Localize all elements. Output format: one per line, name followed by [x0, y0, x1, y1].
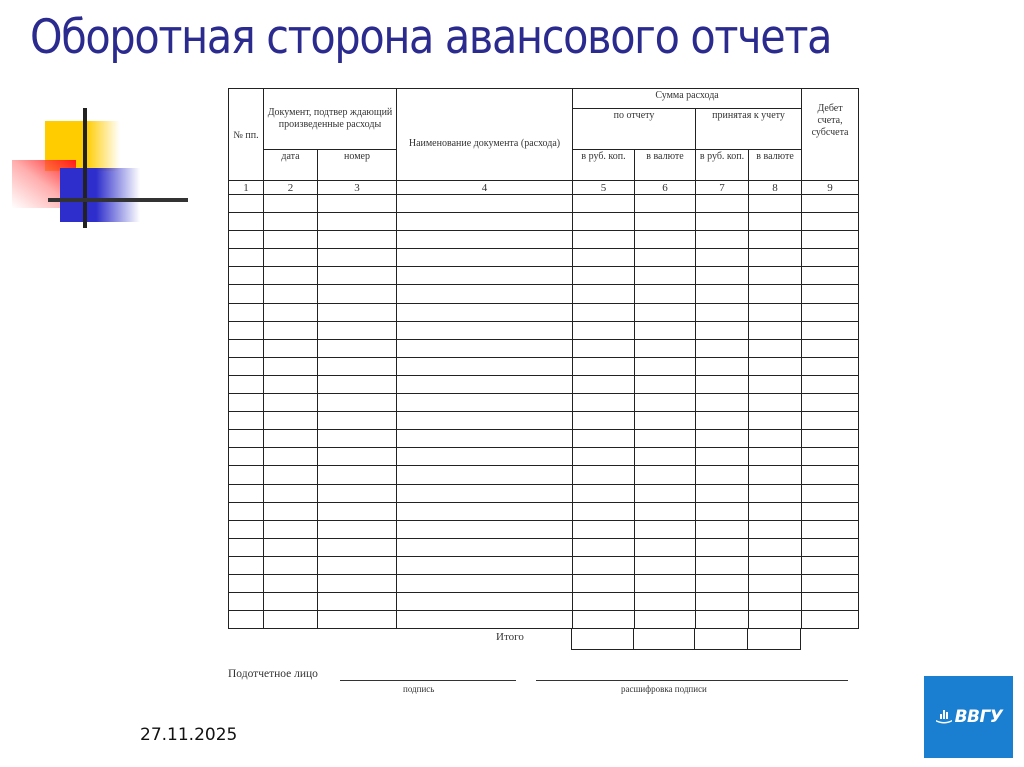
header-doc-name: Наименование документа (расхода) — [397, 89, 573, 181]
header-accepted: принятая к учету — [696, 109, 802, 150]
table-cell[interactable] — [802, 466, 859, 484]
table-cell[interactable] — [264, 321, 318, 339]
table-row — [229, 303, 859, 321]
table-cell[interactable] — [635, 231, 696, 249]
table-row — [229, 231, 859, 249]
table-cell[interactable] — [749, 466, 802, 484]
table-row — [229, 538, 859, 556]
header-debit: Дебет счета, субсчета — [802, 89, 859, 181]
total-cell-rub-2[interactable] — [695, 629, 748, 650]
accountable-person-label: Подотчетное лицо — [228, 668, 318, 680]
table-cell[interactable] — [635, 412, 696, 430]
table-cell[interactable] — [749, 502, 802, 520]
table-cell[interactable] — [749, 195, 802, 213]
table-cell[interactable] — [802, 375, 859, 393]
table-row — [229, 593, 859, 611]
table-cell[interactable] — [749, 267, 802, 285]
table-row — [229, 520, 859, 538]
table-cell[interactable] — [229, 357, 264, 375]
table-cell[interactable] — [749, 611, 802, 629]
table-cell[interactable] — [749, 213, 802, 231]
table-cell[interactable] — [635, 249, 696, 267]
table-cell[interactable] — [696, 394, 749, 412]
table-cell[interactable] — [749, 593, 802, 611]
table-cell[interactable] — [573, 231, 635, 249]
logo-text: ВВГУ — [954, 707, 1003, 727]
table-cell[interactable] — [264, 375, 318, 393]
table-cell[interactable] — [635, 303, 696, 321]
table-cell[interactable] — [573, 502, 635, 520]
table-cell[interactable] — [397, 538, 573, 556]
table-cell[interactable] — [696, 357, 749, 375]
table-cell[interactable] — [696, 611, 749, 629]
table-row — [229, 375, 859, 393]
header-by-report: по отчету — [573, 109, 696, 150]
table-cell[interactable] — [318, 430, 397, 448]
table-cell[interactable] — [802, 285, 859, 303]
table-cell[interactable] — [229, 611, 264, 629]
table-cell[interactable] — [229, 593, 264, 611]
table-cell[interactable] — [397, 303, 573, 321]
table-cell[interactable] — [397, 321, 573, 339]
column-number: 4 — [397, 181, 573, 195]
table-cell[interactable] — [635, 357, 696, 375]
table-row — [229, 195, 859, 213]
table-cell[interactable] — [264, 285, 318, 303]
table-cell[interactable] — [573, 611, 635, 629]
table-row — [229, 430, 859, 448]
table-cell[interactable] — [573, 339, 635, 357]
table-row — [229, 357, 859, 375]
table-cell[interactable] — [264, 538, 318, 556]
table-cell[interactable] — [573, 593, 635, 611]
table-cell[interactable] — [573, 195, 635, 213]
table-cell[interactable] — [802, 249, 859, 267]
table-row — [229, 611, 859, 629]
table-cell[interactable] — [696, 556, 749, 574]
column-number: 6 — [635, 181, 696, 195]
table-cell[interactable] — [397, 357, 573, 375]
blue-square — [60, 168, 140, 222]
table-cell[interactable] — [573, 267, 635, 285]
table-cell[interactable] — [573, 213, 635, 231]
table-cell[interactable] — [635, 430, 696, 448]
table-cell[interactable] — [749, 357, 802, 375]
table-cell[interactable] — [573, 249, 635, 267]
table-cell[interactable] — [397, 213, 573, 231]
table-row — [229, 321, 859, 339]
table-cell[interactable] — [397, 285, 573, 303]
table-cell[interactable] — [229, 430, 264, 448]
table-cell[interactable] — [229, 285, 264, 303]
table-cell[interactable] — [635, 394, 696, 412]
table-cell[interactable] — [264, 593, 318, 611]
table-cell[interactable] — [264, 357, 318, 375]
table-row — [229, 574, 859, 592]
table-cell[interactable] — [696, 448, 749, 466]
header-no: № пп. — [229, 89, 264, 181]
table-cell[interactable] — [696, 195, 749, 213]
table-cell[interactable] — [397, 267, 573, 285]
table-cell[interactable] — [318, 231, 397, 249]
table-cell[interactable] — [264, 520, 318, 538]
table-cell[interactable] — [318, 412, 397, 430]
table-row — [229, 412, 859, 430]
decorative-shapes-icon — [0, 100, 200, 230]
column-number: 8 — [749, 181, 802, 195]
table-cell[interactable] — [397, 339, 573, 357]
table-cell[interactable] — [264, 502, 318, 520]
table-cell[interactable] — [696, 231, 749, 249]
table-cell[interactable] — [802, 448, 859, 466]
table-cell[interactable] — [635, 611, 696, 629]
table-cell[interactable] — [749, 339, 802, 357]
table-cell[interactable] — [573, 394, 635, 412]
table-row — [229, 466, 859, 484]
table-cell[interactable] — [318, 394, 397, 412]
empty-rows — [229, 195, 859, 629]
table-row — [229, 556, 859, 574]
table-cell[interactable] — [635, 321, 696, 339]
table-row — [229, 285, 859, 303]
column-numbers-row — [229, 181, 859, 195]
table-cell[interactable] — [749, 520, 802, 538]
table-cell[interactable] — [264, 412, 318, 430]
table-cell[interactable] — [635, 285, 696, 303]
table-cell[interactable] — [397, 556, 573, 574]
table-cell[interactable] — [802, 394, 859, 412]
table-cell[interactable] — [318, 611, 397, 629]
table-cell[interactable] — [397, 394, 573, 412]
table-cell[interactable] — [318, 375, 397, 393]
table-cell[interactable] — [635, 556, 696, 574]
slide-title: Оборотная сторона авансового отчета — [30, 10, 832, 65]
table-cell[interactable] — [229, 267, 264, 285]
table-cell[interactable] — [229, 484, 264, 502]
table-cell[interactable] — [397, 231, 573, 249]
table-cell[interactable] — [635, 484, 696, 502]
table-cell[interactable] — [573, 466, 635, 484]
signature-line[interactable] — [340, 680, 516, 681]
table-cell[interactable] — [573, 484, 635, 502]
table-cell[interactable] — [318, 448, 397, 466]
table-cell[interactable] — [573, 538, 635, 556]
table-cell[interactable] — [573, 520, 635, 538]
header-expense-sum: Сумма расхода — [573, 89, 802, 109]
table-cell[interactable] — [318, 213, 397, 231]
table-row — [229, 394, 859, 412]
table-cell[interactable] — [229, 303, 264, 321]
table-cell[interactable] — [802, 412, 859, 430]
table-cell[interactable] — [749, 430, 802, 448]
table-cell[interactable] — [318, 466, 397, 484]
table-cell[interactable] — [397, 249, 573, 267]
table-cell[interactable] — [229, 321, 264, 339]
table-cell[interactable] — [229, 574, 264, 592]
column-number: 1 — [229, 181, 264, 195]
table-cell[interactable] — [318, 538, 397, 556]
table-cell[interactable] — [749, 448, 802, 466]
table-cell[interactable] — [264, 267, 318, 285]
table-cell[interactable] — [397, 593, 573, 611]
table-cell[interactable] — [696, 466, 749, 484]
table-cell[interactable] — [397, 430, 573, 448]
table-cell[interactable] — [229, 412, 264, 430]
table-cell[interactable] — [264, 611, 318, 629]
table-cell[interactable] — [264, 394, 318, 412]
table-cell[interactable] — [802, 213, 859, 231]
table-cell[interactable] — [397, 448, 573, 466]
table-row — [229, 448, 859, 466]
table-cell[interactable] — [696, 412, 749, 430]
header-doc-date: дата — [264, 150, 318, 181]
table-cell[interactable] — [229, 466, 264, 484]
table-cell[interactable] — [229, 448, 264, 466]
header-doc-number: номер — [318, 150, 397, 181]
table-cell[interactable] — [635, 267, 696, 285]
decoding-caption: расшифровка подписи — [621, 684, 707, 694]
table-cell[interactable] — [696, 249, 749, 267]
table-cell[interactable] — [749, 412, 802, 430]
table-cell[interactable] — [573, 303, 635, 321]
table-cell[interactable] — [264, 430, 318, 448]
table-cell[interactable] — [635, 538, 696, 556]
table-cell[interactable] — [696, 339, 749, 357]
table-cell[interactable] — [802, 430, 859, 448]
table-cell[interactable] — [802, 484, 859, 502]
table-cell[interactable] — [264, 195, 318, 213]
table-cell[interactable] — [696, 502, 749, 520]
table-cell[interactable] — [318, 321, 397, 339]
table-cell[interactable] — [573, 375, 635, 393]
table-cell[interactable] — [229, 556, 264, 574]
table-cell[interactable] — [229, 394, 264, 412]
table-cell[interactable] — [264, 448, 318, 466]
table-cell[interactable] — [635, 448, 696, 466]
table-cell[interactable] — [573, 448, 635, 466]
table-cell[interactable] — [229, 375, 264, 393]
university-logo — [924, 676, 1013, 758]
table-cell[interactable] — [397, 375, 573, 393]
table-cell[interactable] — [749, 394, 802, 412]
table-row — [229, 249, 859, 267]
table-cell[interactable] — [696, 593, 749, 611]
table-cell[interactable] — [264, 231, 318, 249]
table-cell[interactable] — [229, 195, 264, 213]
table-row — [229, 213, 859, 231]
table-cell[interactable] — [318, 556, 397, 574]
table-cell[interactable] — [749, 574, 802, 592]
table-cell[interactable] — [802, 538, 859, 556]
table-cell[interactable] — [573, 430, 635, 448]
table-cell[interactable] — [229, 213, 264, 231]
table-cell[interactable] — [802, 195, 859, 213]
table-cell[interactable] — [749, 375, 802, 393]
total-row — [228, 629, 860, 651]
table-cell[interactable] — [264, 466, 318, 484]
table-cell[interactable] — [397, 502, 573, 520]
table-cell[interactable] — [802, 231, 859, 249]
table-cell[interactable] — [749, 538, 802, 556]
column-number: 7 — [696, 181, 749, 195]
table-cell[interactable] — [696, 213, 749, 231]
table-cell[interactable] — [573, 285, 635, 303]
column-number: 3 — [318, 181, 397, 195]
table-cell[interactable] — [573, 556, 635, 574]
table-cell[interactable] — [318, 285, 397, 303]
table-cell[interactable] — [264, 249, 318, 267]
table-cell[interactable] — [696, 303, 749, 321]
total-cell-currency-2[interactable] — [748, 629, 801, 650]
table-cell[interactable] — [696, 321, 749, 339]
table-cell[interactable] — [318, 484, 397, 502]
table-cell[interactable] — [802, 520, 859, 538]
header-rub-kop-2: в руб. коп. — [696, 150, 749, 181]
table-cell[interactable] — [802, 357, 859, 375]
table-row — [229, 267, 859, 285]
table-cell[interactable] — [229, 249, 264, 267]
table-cell[interactable] — [802, 556, 859, 574]
table-cell[interactable] — [749, 556, 802, 574]
table-cell[interactable] — [318, 249, 397, 267]
table-cell[interactable] — [635, 213, 696, 231]
table-cell[interactable] — [696, 520, 749, 538]
table-cell[interactable] — [264, 484, 318, 502]
advance-report-form — [228, 88, 860, 651]
expense-table — [228, 88, 859, 629]
table-cell[interactable] — [635, 502, 696, 520]
table-cell[interactable] — [635, 593, 696, 611]
logo-wave-icon — [935, 708, 953, 726]
table-cell[interactable] — [696, 375, 749, 393]
header-currency-1: в валюте — [635, 150, 696, 181]
table-row — [229, 502, 859, 520]
total-cells — [571, 628, 801, 650]
table-row — [229, 339, 859, 357]
header-document: Документ, подтвер ждающий произведенные расходы — [264, 89, 397, 150]
table-cell[interactable] — [397, 520, 573, 538]
table-cell[interactable] — [397, 484, 573, 502]
table-cell[interactable] — [264, 303, 318, 321]
table-cell[interactable] — [397, 574, 573, 592]
column-number: 5 — [573, 181, 635, 195]
table-cell[interactable] — [318, 593, 397, 611]
table-cell[interactable] — [696, 484, 749, 502]
table-cell[interactable] — [635, 574, 696, 592]
table-cell[interactable] — [318, 520, 397, 538]
table-cell[interactable] — [635, 339, 696, 357]
table-cell[interactable] — [397, 611, 573, 629]
table-cell[interactable] — [229, 520, 264, 538]
horizontal-bar — [48, 198, 188, 202]
table-cell[interactable] — [749, 321, 802, 339]
table-cell[interactable] — [318, 357, 397, 375]
table-cell[interactable] — [749, 249, 802, 267]
table-cell[interactable] — [573, 357, 635, 375]
table-cell[interactable] — [802, 574, 859, 592]
table-cell[interactable] — [802, 267, 859, 285]
table-cell[interactable] — [635, 195, 696, 213]
table-cell[interactable] — [318, 339, 397, 357]
table-cell[interactable] — [635, 375, 696, 393]
slide-date: 27.11.2025 — [140, 725, 238, 745]
table-cell[interactable] — [802, 593, 859, 611]
vertical-bar — [83, 108, 87, 228]
header-currency-2: в валюте — [749, 150, 802, 181]
table-cell[interactable] — [696, 574, 749, 592]
table-cell[interactable] — [749, 285, 802, 303]
table-cell[interactable] — [802, 339, 859, 357]
table-cell[interactable] — [318, 267, 397, 285]
table-cell[interactable] — [318, 195, 397, 213]
table-row — [229, 484, 859, 502]
table-cell[interactable] — [229, 231, 264, 249]
table-cell[interactable] — [264, 339, 318, 357]
column-number: 2 — [264, 181, 318, 195]
table-cell[interactable] — [573, 574, 635, 592]
table-cell[interactable] — [696, 285, 749, 303]
table-cell[interactable] — [397, 466, 573, 484]
table-cell[interactable] — [696, 430, 749, 448]
signature-decoding-line[interactable] — [536, 680, 848, 681]
table-cell[interactable] — [397, 195, 573, 213]
table-cell[interactable] — [264, 556, 318, 574]
table-cell[interactable] — [696, 538, 749, 556]
total-label: Итого — [496, 631, 524, 644]
table-cell[interactable] — [802, 303, 859, 321]
table-cell[interactable] — [802, 611, 859, 629]
table-cell[interactable] — [318, 303, 397, 321]
table-cell[interactable] — [635, 520, 696, 538]
table-cell[interactable] — [573, 412, 635, 430]
table-cell[interactable] — [229, 502, 264, 520]
table-cell[interactable] — [264, 213, 318, 231]
table-cell[interactable] — [229, 538, 264, 556]
table-cell[interactable] — [229, 339, 264, 357]
table-cell[interactable] — [802, 321, 859, 339]
total-cell-currency-1[interactable] — [634, 629, 695, 650]
table-cell[interactable] — [635, 466, 696, 484]
table-cell[interactable] — [749, 484, 802, 502]
total-cell-rub-1[interactable] — [572, 629, 634, 650]
table-cell[interactable] — [573, 321, 635, 339]
table-cell[interactable] — [802, 502, 859, 520]
table-cell[interactable] — [318, 502, 397, 520]
table-cell[interactable] — [696, 267, 749, 285]
column-number: 9 — [802, 181, 859, 195]
header-rub-kop-1: в руб. коп. — [573, 150, 635, 181]
table-cell[interactable] — [749, 303, 802, 321]
table-cell[interactable] — [318, 574, 397, 592]
table-cell[interactable] — [397, 412, 573, 430]
signature-caption: подпись — [403, 684, 435, 694]
table-cell[interactable] — [749, 231, 802, 249]
table-cell[interactable] — [264, 574, 318, 592]
